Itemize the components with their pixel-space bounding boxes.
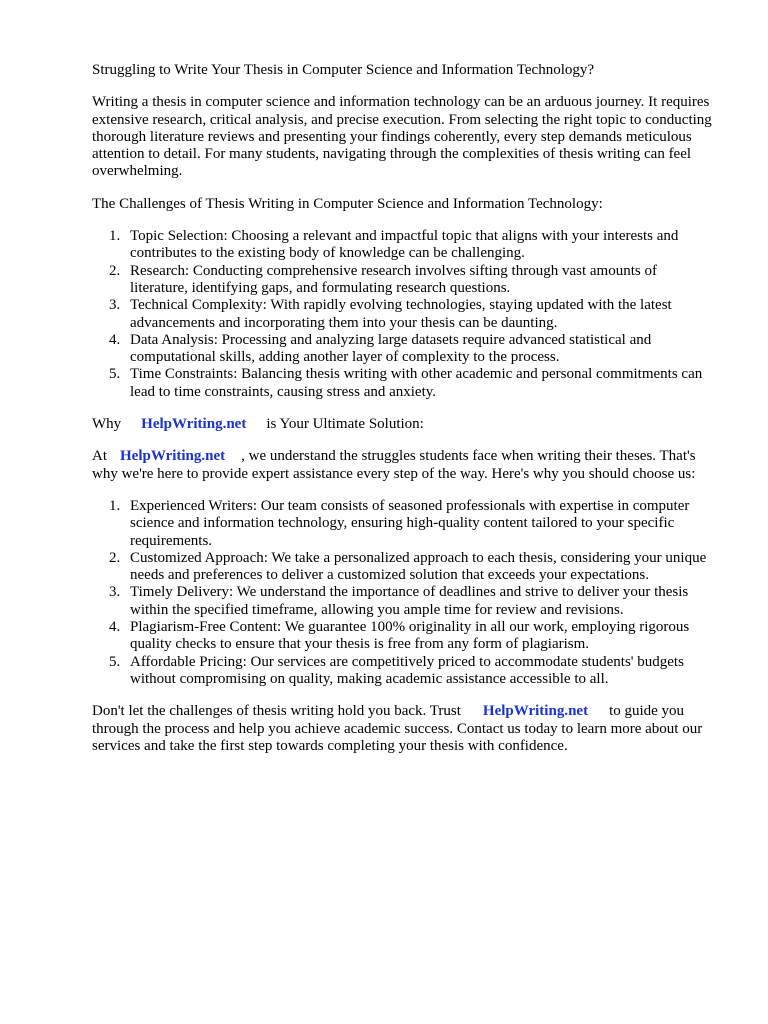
list-item-number: 1. xyxy=(109,228,121,245)
list-item-number: 5. xyxy=(109,366,121,383)
list-item-number: 4. xyxy=(109,619,121,636)
list-item-text: Research: Conducting comprehensive research involves sifting through vast amounts of literature, identifying gaps, and formulating research questions. xyxy=(130,262,657,296)
benefits-list xyxy=(92,498,712,688)
closing-suffix: to guide you through the process and help you achieve academic success. Contact us today to learn more about our services and take the first step towards completing your thesis with confidence. xyxy=(92,703,703,754)
list-item xyxy=(109,366,712,401)
list-item-text: Customized Approach: We take a personalized approach to each thesis, considering your unique needs and preferences to deliver a customized solution that exceeds your expectations. xyxy=(130,549,707,584)
helpwriting-link-at[interactable]: HelpWriting.net xyxy=(120,448,226,465)
list-item-text: Plagiarism-Free Content: We guarantee 100% originality in all our work, employing rigorous quality checks to ensure that your thesis is free from any form of plagiarism. xyxy=(130,619,690,653)
document-page xyxy=(92,62,712,755)
list-item xyxy=(109,497,712,550)
list-item-text: Technical Complexity: With rapidly evolving technologies, staying updated with the latest advancements and incorporating them into your thesis can be daunting. xyxy=(130,297,672,331)
closing-paragraph xyxy=(92,703,712,755)
why-suffix: is Your Ultimate Solution: xyxy=(266,416,424,433)
list-item xyxy=(109,549,712,585)
list-item-number: 4. xyxy=(109,331,121,348)
intro-paragraph: Writing a thesis in computer science and information technology can be an arduous journey. It requires extensive research, critical analysis, and precise execution. From selecting the right topic to conducting thorough literature reviews and presenting your findings coherently, every step demands meticulous attention to detail. For many students, navigating through the complexities of thesis writing can feel overwhelming. xyxy=(92,94,712,180)
list-item-text: Timely Delivery: We understand the importance of deadlines and strive to deliver your thesis within the specified timeframe, allowing you ample time for review and revisions. xyxy=(130,584,689,618)
list-item-number: 1. xyxy=(109,497,121,514)
list-item-text: Affordable Pricing: Our services are competitively priced to accommodate students' budgets without compromising on quality, making academic assistance accessible to all. xyxy=(130,653,684,687)
at-suffix: , we understand the struggles students face when writing their theses. That's why we're here to provide expert assistance every step of the way. Here's why you should choose us: xyxy=(92,448,696,482)
helpwriting-link-closing[interactable]: HelpWriting.net xyxy=(482,703,589,720)
list-item-number: 2. xyxy=(109,549,121,566)
at-paragraph xyxy=(92,448,712,483)
why-heading xyxy=(92,416,712,433)
list-item-number: 2. xyxy=(109,262,121,279)
list-item xyxy=(109,619,712,654)
helpwriting-link-why[interactable]: HelpWriting.net xyxy=(141,416,247,433)
closing-prefix: Don't let the challenges of thesis writing hold you back. Trust xyxy=(92,703,461,720)
list-item-number: 3. xyxy=(109,584,121,601)
list-item-number: 3. xyxy=(109,297,121,314)
list-item xyxy=(109,228,712,263)
list-item-text: Time Constraints: Balancing thesis writing with other academic and personal commitments can lead to time constraints, causing stress and anxiety. xyxy=(130,366,703,400)
list-item-number: 5. xyxy=(109,653,121,670)
at-prefix: At xyxy=(92,448,107,465)
list-item xyxy=(109,331,712,367)
document-title: Struggling to Write Your Thesis in Computer Science and Information Technology? xyxy=(92,62,595,78)
list-item-text: Experienced Writers: Our team consists of seasoned professionals with expertise in computer science and information technology, ensuring high-quality content tailored to your specific requirements. xyxy=(130,497,690,549)
list-item-text: Topic Selection: Choosing a relevant and impactful topic that aligns with your interests and contributes to the existing body of knowledge can be challenging. xyxy=(130,228,679,262)
list-item xyxy=(109,584,712,619)
challenges-heading: The Challenges of Thesis Writing in Computer Science and Information Technology: xyxy=(92,195,603,212)
why-prefix: Why xyxy=(92,416,122,433)
challenges-list xyxy=(92,228,712,401)
list-item-text: Data Analysis: Processing and analyzing large datasets require advanced statistical and computational skills, adding another layer of complexity to the process. xyxy=(130,331,652,366)
list-item xyxy=(109,262,712,298)
list-item xyxy=(109,297,712,332)
list-item xyxy=(109,653,712,689)
